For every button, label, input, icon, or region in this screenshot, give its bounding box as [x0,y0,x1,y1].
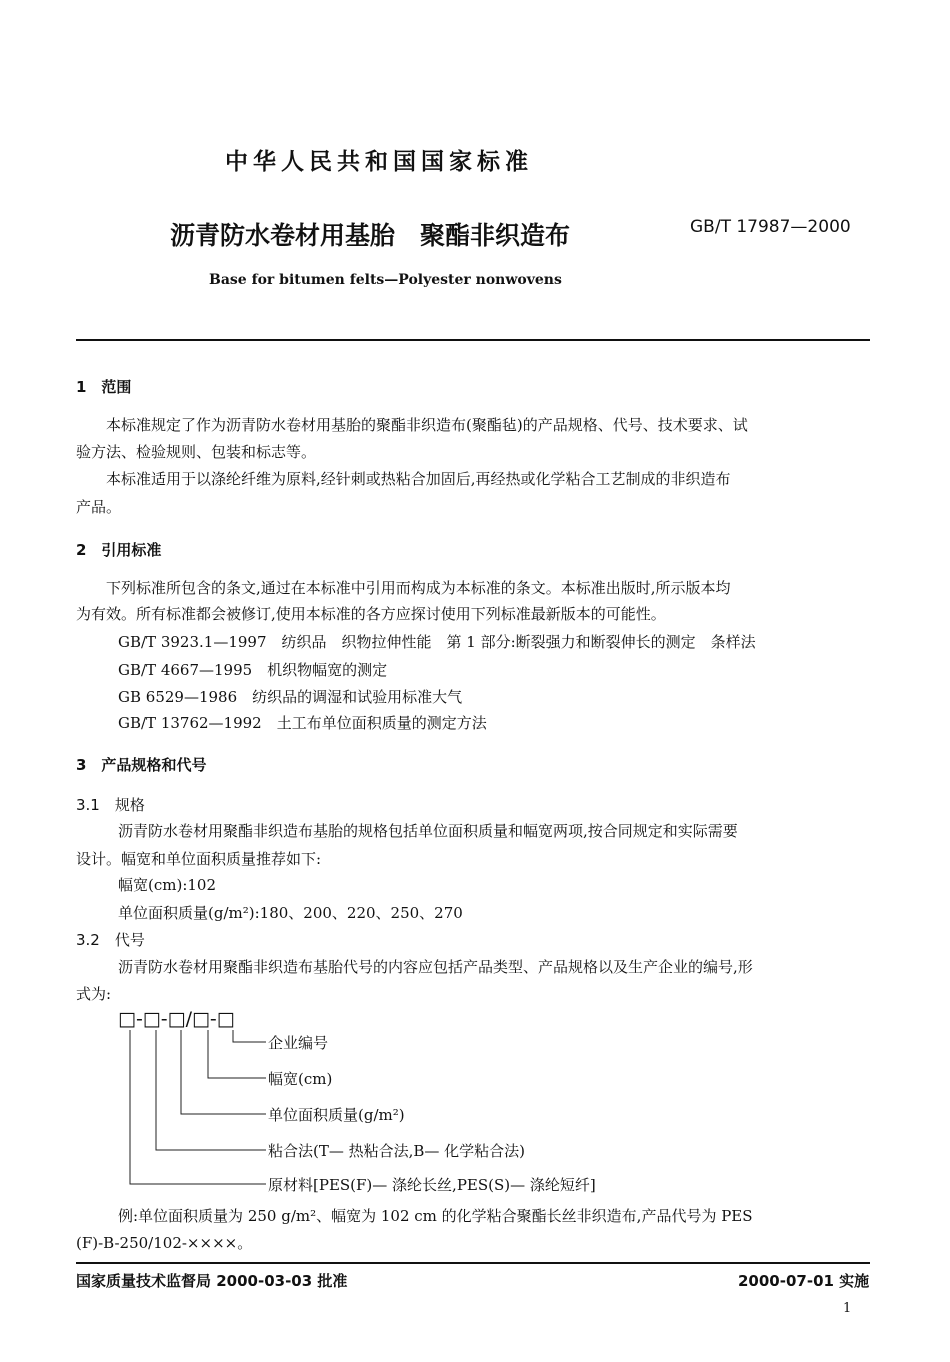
section-3-1-para-line-2: 设计。幅宽和单位面积质量推荐如下: [76,850,322,868]
section-3-2-heading: 3.2 代号 [76,931,145,949]
footer-rule [76,1262,870,1264]
code-label-mass: 单位面积质量(g/m²) [268,1106,405,1124]
section-3-2-para-line-2: 式为: [76,985,112,1003]
reference-item: GB/T 3923.1—1997 纺织品 织物拉伸性能 第 1 部分:断裂强力和断裂伸长的测定 条样法 [118,633,756,651]
standard-code: GB/T 17987—2000 [690,217,851,237]
leader-line [156,1030,266,1150]
document-title-en: Base for bitumen felts—Polyester nonwovens [209,272,562,288]
reference-item: GB/T 13762—1992 土工布单位面积质量的测定方法 [118,714,487,732]
section-1-para-2-line-2: 产品。 [76,498,122,516]
section-2-para-line-2: 为有效。所有标准都会被修订,使用本标准的各方应探讨使用下列标准最新版本的可能性。 [76,605,666,623]
section-3-1-heading: 3.1 规格 [76,796,145,814]
document-title-cn: 沥青防水卷材用基胎 聚酯非织造布 [170,221,571,250]
section-2-heading: 2 引用标准 [76,541,162,559]
section-1-para-1-line-1: 本标准规定了作为沥青防水卷材用基胎的聚酯非织造布(聚酯毡)的产品规格、代号、技术要求、试 [106,416,748,434]
section-1-para-1-line-2: 验方法、检验规则、包装和标志等。 [76,443,317,461]
leader-line [181,1030,266,1114]
section-3-1-para-line-1: 沥青防水卷材用聚酯非织造布基胎的规格包括单位面积质量和幅宽两项,按合同规定和实际需要 [118,822,738,840]
section-1-heading: 1 范围 [76,378,132,396]
implementation-date: 2000-07-01 实施 [738,1272,870,1290]
code-label-enterprise-no: 企业编号 [268,1034,329,1052]
section-2-para-line-1: 下列标准所包含的条文,通过在本标准中引用而构成为本标准的条文。本标准出版时,所示版本均 [106,579,731,597]
mass-spec: 单位面积质量(g/m²):180、200、220、250、270 [118,904,463,922]
code-label-width: 幅宽(cm) [268,1070,333,1088]
leader-line [233,1030,266,1042]
example-line-2: (F)-B-250/102-××××。 [76,1234,253,1252]
code-pattern: □-□-□/□-□ [118,1008,235,1030]
code-label-bonding: 粘合法(T— 热粘合法,B— 化学粘合法) [268,1142,526,1160]
page-number: 1 [843,1301,852,1316]
reference-item: GB 6529—1986 纺织品的调湿和试验用标准大气 [118,688,463,706]
section-3-2-para-line-1: 沥青防水卷材用聚酯非织造布基胎代号的内容应包括产品类型、产品规格以及生产企业的编号,形 [118,958,753,976]
leader-line [208,1030,266,1078]
code-connector-lines [118,1008,678,1198]
header-rule [76,339,870,341]
section-3-heading: 3 产品规格和代号 [76,756,207,774]
leader-line [130,1030,266,1184]
standard-type-heading: 中华人民共和国国家标准 [225,148,533,175]
code-label-material: 原材料[PES(F)— 涤纶长丝,PES(S)— 涤纶短纤] [268,1176,596,1194]
width-spec: 幅宽(cm):102 [118,876,217,894]
product-code-diagram [118,1008,678,1198]
reference-item: GB/T 4667—1995 机织物幅宽的测定 [118,661,388,679]
approval-date: 国家质量技术监督局 2000-03-03 批准 [76,1272,348,1290]
example-line-1: 例:单位面积质量为 250 g/m²、幅宽为 102 cm 的化学粘合聚酯长丝非织造布,产品代号为 PES [118,1207,753,1225]
section-1-para-2-line-1: 本标准适用于以涤纶纤维为原料,经针刺或热粘合加固后,再经热或化学粘合工艺制成的非织造布 [106,470,731,488]
